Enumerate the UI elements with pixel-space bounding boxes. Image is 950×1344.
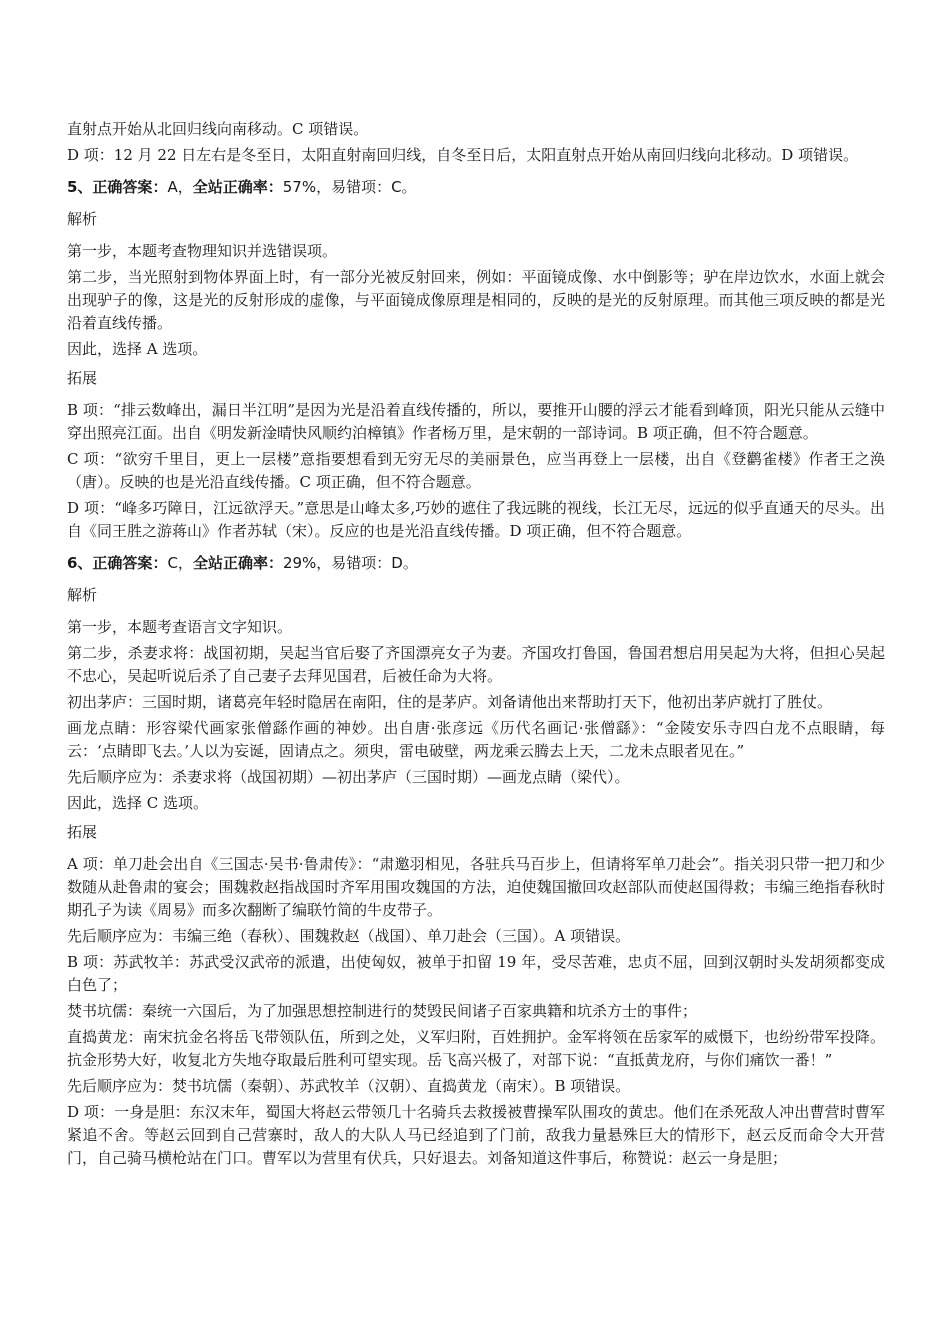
answer-label: 5、正确答案： <box>67 178 168 196</box>
paragraph: 第一步，本题考查语言文字知识。 <box>67 618 293 636</box>
paragraph: D 项：一身是胆：东汉末年，蜀国大将赵云带领几十名骑兵去救援被曹操军队围攻的黄忠。他们在杀死敌人冲出曹营时曹军紧追不舍。等赵云回到自己营寨时，敌人的大队人马已经追到了门前，敌我力量悬殊巨大的情形下，赵云反而命令大开营门，自己骑马横枪站在门口。曹军以为营里有伏兵，只好退去。刘备知道这件事后，称赞说：赵云一身是胆； <box>67 1103 885 1167</box>
paragraph: 画龙点睛：形容梁代画家张僧繇作画的神妙。出自唐·张彦远《历代名画记·张僧繇》：“金陵安乐寺四白龙不点眼睛，每云：‘点睛即飞去。’人以为妄诞，固请点之。须臾，雷电破壁，两龙乘云腾去上天，二龙未点眼者见在。” <box>67 719 885 760</box>
document-page <box>67 118 885 1173</box>
paragraph: 因此，选择 A 选项。 <box>67 340 208 358</box>
section-label: 解析 <box>67 586 98 604</box>
paragraph: 因此，选择 C 选项。 <box>67 794 209 812</box>
answer-label: 6、正确答案： <box>67 554 168 572</box>
paragraph: 先后顺序应为：韦编三绝（春秋）、围魏救赵（战国）、单刀赴会（三国）。A 项错误。 <box>67 927 631 945</box>
paragraph: A 项：单刀赴会出自《三国志·吴书·鲁肃传》：“肃邀羽相见，各驻兵马百步上，但请将军单刀赴会”。指关羽只带一把刀和少数随从赴鲁肃的宴会；围魏救赵指战国时齐军用围攻魏国的方法，迫使魏国撤回攻赵部队而使赵国得救；韦编三绝指春秋时期孔子为读《周易》而多次翻断了编联竹简的牛皮带子。 <box>67 855 885 919</box>
paragraph: 先后顺序应为：焚书坑儒（秦朝）、苏武牧羊（汉朝）、直捣黄龙（南宋）。B 项错误。 <box>67 1077 631 1095</box>
paragraph: 焚书坑儒：秦统一六国后，为了加强思想控制进行的焚毁民间诸子百家典籍和坑杀方士的事件； <box>67 1002 698 1020</box>
paragraph: 第一步，本题考查物理知识并选错误项。 <box>67 242 338 260</box>
answer-heading-5 <box>67 176 885 199</box>
paragraph: D 项：12 月 22 日左右是冬至日，太阳直射南回归线，自冬至日后，太阳直射点开始从南回归线向北移动。D 项错误。 <box>67 146 859 164</box>
paragraph: B 项：“排云数峰出，漏日半江明”是因为光是沿着直线传播的，所以，要推开山腰的浮云才能看到峰顶，阳光只能从云缝中穿出照亮江面。出自《明发新淦晴快风顺约泊樟镇》作者杨万里，是宋朝的一部诗词。B 项正确，但不符合题意。 <box>67 401 885 442</box>
paragraph: 直射点开始从北回归线向南移动。C 项错误。 <box>67 120 369 138</box>
section-label: 拓展 <box>67 823 98 841</box>
paragraph: B 项：苏武牧羊：苏武受汉武帝的派遣，出使匈奴，被单于扣留 19 年，受尽苦难，忠贞不屈，回到汉朝时头发胡须都变成白色了； <box>67 953 885 994</box>
rate-value: 57%，易错项：C。 <box>282 178 417 196</box>
paragraph: 初出茅庐：三国时期，诸葛亮年轻时隐居在南阳，住的是茅庐。刘备请他出来帮助打天下，他初出茅庐就打了胜仗。 <box>67 693 833 711</box>
rate-label: 全站正确率： <box>192 178 283 196</box>
rate-label: 全站正确率： <box>192 554 283 572</box>
rate-value: 29%，易错项：D。 <box>282 554 418 572</box>
paragraph: 先后顺序应为：杀妻求将（战国初期）—初出茅庐（三国时期）—画龙点睛（梁代）。 <box>67 768 630 786</box>
answer-value: A， <box>167 178 193 196</box>
paragraph: 第二步，杀妻求将：战国初期，吴起当官后娶了齐国漂亮女子为妻。齐国攻打鲁国，鲁国君想启用吴起为大将，但担心吴起不忠心，吴起听说后杀了自己妻子去拜见国君，后被任命为大将。 <box>67 644 885 685</box>
paragraph: D 项：“峰多巧障日，江远欲浮天。”意思是山峰太多,巧妙的遮住了我远眺的视线，长江无尽，远远的似乎直通天的尽头。出自《同王胜之游蒋山》作者苏轼（宋）。反应的也是光沿直线传播。D 项正确，但不符合题意。 <box>67 499 885 540</box>
answer-value: C， <box>167 554 193 572</box>
section-label: 拓展 <box>67 369 98 387</box>
section-label: 解析 <box>67 210 98 228</box>
paragraph: 第二步，当光照射到物体界面上时，有一部分光被反射回来，例如：平面镜成像、水中倒影等；驴在岸边饮水，水面上就会出现驴子的像，这是光的反射形成的虚像，与平面镜成像原理是相同的，反映的是光的反射原理。而其他三项反映的都是光沿着直线传播。 <box>67 268 885 332</box>
paragraph: 直捣黄龙：南宋抗金名将岳飞带领队伍，所到之处，义军归附，百姓拥护。金军将领在岳家军的威慑下，也纷纷带军投降。抗金形势大好，收复北方失地夺取最后胜利可望实现。岳飞高兴极了，对部下说：“直抵黄龙府，与你们痛饮一番！” <box>67 1028 885 1069</box>
answer-heading-6 <box>67 552 885 575</box>
paragraph: C 项：“欲穷千里目，更上一层楼”意指要想看到无穷无尽的美丽景色，应当再登上一层楼，出自《登鹳雀楼》作者王之涣（唐）。反映的也是光沿直线传播。C 项正确，但不符合题意。 <box>67 450 885 491</box>
